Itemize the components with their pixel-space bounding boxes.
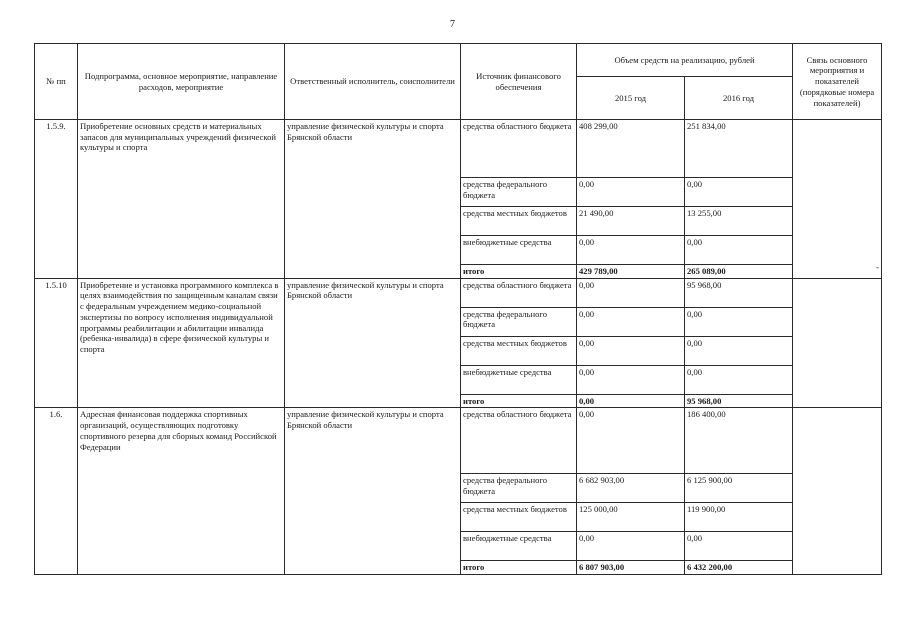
total-2016: 95 968,00 bbox=[685, 394, 793, 408]
value-2016: 0,00 bbox=[685, 365, 793, 394]
funding-source: средства областного бюджета bbox=[461, 120, 577, 178]
header-executor: Ответственный исполнитель, соисполнители bbox=[285, 44, 461, 120]
table-row bbox=[35, 120, 882, 178]
funding-source: средства федерального бюджета bbox=[461, 178, 577, 207]
header-year-2015: 2015 год bbox=[577, 77, 685, 120]
table-row bbox=[35, 278, 882, 307]
activity-name: Приобретение и установка программного комплекса в целях взаимодействия по защищенным каналам связи с федеральным учреждением медико-социальной экспертизы по вопросу исполнения индивидуальной программы реабилитации и абилитации инвалида (ребенка-инвалида) в сфере физической культуры и спорта bbox=[78, 278, 285, 408]
table-row bbox=[35, 474, 882, 503]
value-2015: 0,00 bbox=[577, 178, 685, 207]
budget-table bbox=[34, 43, 882, 575]
executor: управление физической культуры и спорта Брянской области bbox=[285, 278, 461, 307]
value-2016: 119 900,00 bbox=[685, 503, 793, 532]
section-1-5-10 bbox=[35, 278, 882, 408]
value-2016: 0,00 bbox=[685, 532, 793, 561]
total-row bbox=[35, 561, 882, 575]
executor: управление физической культуры и спорта Брянской области bbox=[285, 120, 461, 178]
indicator-link bbox=[793, 278, 882, 307]
value-2015: 0,00 bbox=[577, 408, 685, 474]
value-2016: 251 834,00 bbox=[685, 120, 793, 178]
funding-source: средства областного бюджета bbox=[461, 408, 577, 474]
value-2016: 186 400,00 bbox=[685, 408, 793, 474]
funding-source: средства областного бюджета bbox=[461, 278, 577, 307]
value-2015: 0,00 bbox=[577, 307, 685, 336]
header-volume: Объем средств на реализацию, рублей bbox=[577, 44, 793, 77]
funding-source: внебюджетные средства bbox=[461, 532, 577, 561]
header-source: Источник финансового обеспечения bbox=[461, 44, 577, 120]
table-row bbox=[35, 178, 882, 207]
value-2015: 0,00 bbox=[577, 532, 685, 561]
funding-source: внебюджетные средства bbox=[461, 236, 577, 265]
indicator-link bbox=[793, 408, 882, 474]
value-2016: 6 125 900,00 bbox=[685, 474, 793, 503]
total-row bbox=[35, 265, 882, 279]
total-2016: 265 089,00 bbox=[685, 265, 793, 279]
row-number: 1.5.9. bbox=[35, 120, 78, 178]
header-link: Связь основного мероприятия и показателей (порядковые номера показателей) bbox=[793, 44, 882, 120]
header-num: № пп bbox=[35, 44, 78, 120]
table-row bbox=[35, 236, 882, 265]
header-year-2016: 2016 год bbox=[685, 77, 793, 120]
total-2015: 429 789,00 bbox=[577, 265, 685, 279]
indicator-link bbox=[793, 120, 882, 178]
value-2016: 95 968,00 bbox=[685, 278, 793, 307]
value-2016: 0,00 bbox=[685, 336, 793, 365]
value-2016: 13 255,00 bbox=[685, 207, 793, 236]
value-2015: 0,00 bbox=[577, 336, 685, 365]
page-number: 7 bbox=[450, 19, 455, 30]
margin-mark: - bbox=[876, 262, 879, 272]
value-2015: 21 490,00 bbox=[577, 207, 685, 236]
value-2016: 0,00 bbox=[685, 236, 793, 265]
executor: управление физической культуры и спорта Брянской области bbox=[285, 408, 461, 474]
value-2016: 0,00 bbox=[685, 178, 793, 207]
value-2015: 125 000,00 bbox=[577, 503, 685, 532]
value-2015: 408 299,00 bbox=[577, 120, 685, 178]
header-subprogram: Подпрограмма, основное мероприятие, направление расходов, мероприятие bbox=[78, 44, 285, 120]
activity-name: Адресная финансовая поддержка спортивных организаций, осуществляющих подготовку спортивного резерва для сборных команд Российской Федерации bbox=[78, 408, 285, 474]
funding-source: средства федерального бюджета bbox=[461, 474, 577, 503]
table-row bbox=[35, 532, 882, 561]
total-label: итого bbox=[461, 394, 577, 408]
section-1-6 bbox=[35, 408, 882, 575]
value-2015: 0,00 bbox=[577, 236, 685, 265]
table-row bbox=[35, 503, 882, 532]
funding-source: средства местных бюджетов bbox=[461, 207, 577, 236]
funding-source: средства федерального бюджета bbox=[461, 307, 577, 336]
funding-source: средства местных бюджетов bbox=[461, 336, 577, 365]
section-1-5-9 bbox=[35, 120, 882, 279]
value-2016: 0,00 bbox=[685, 307, 793, 336]
value-2015: 6 682 903,00 bbox=[577, 474, 685, 503]
funding-source: средства местных бюджетов bbox=[461, 503, 577, 532]
value-2015: 0,00 bbox=[577, 278, 685, 307]
funding-source: внебюджетные средства bbox=[461, 365, 577, 394]
row-number: 1.5.10 bbox=[35, 278, 78, 307]
total-2015: 0,00 bbox=[577, 394, 685, 408]
activity-name: Приобретение основных средств и материальных запасов для муниципальных учреждений физической культуры и спорта bbox=[78, 120, 285, 178]
total-label: итого bbox=[461, 265, 577, 279]
row-number: 1.6. bbox=[35, 408, 78, 474]
total-2016: 6 432 200,00 bbox=[685, 561, 793, 575]
total-label: итого bbox=[461, 561, 577, 575]
table-row bbox=[35, 207, 882, 236]
total-2015: 6 807 903,00 bbox=[577, 561, 685, 575]
table-row bbox=[35, 408, 882, 474]
value-2015: 0,00 bbox=[577, 365, 685, 394]
